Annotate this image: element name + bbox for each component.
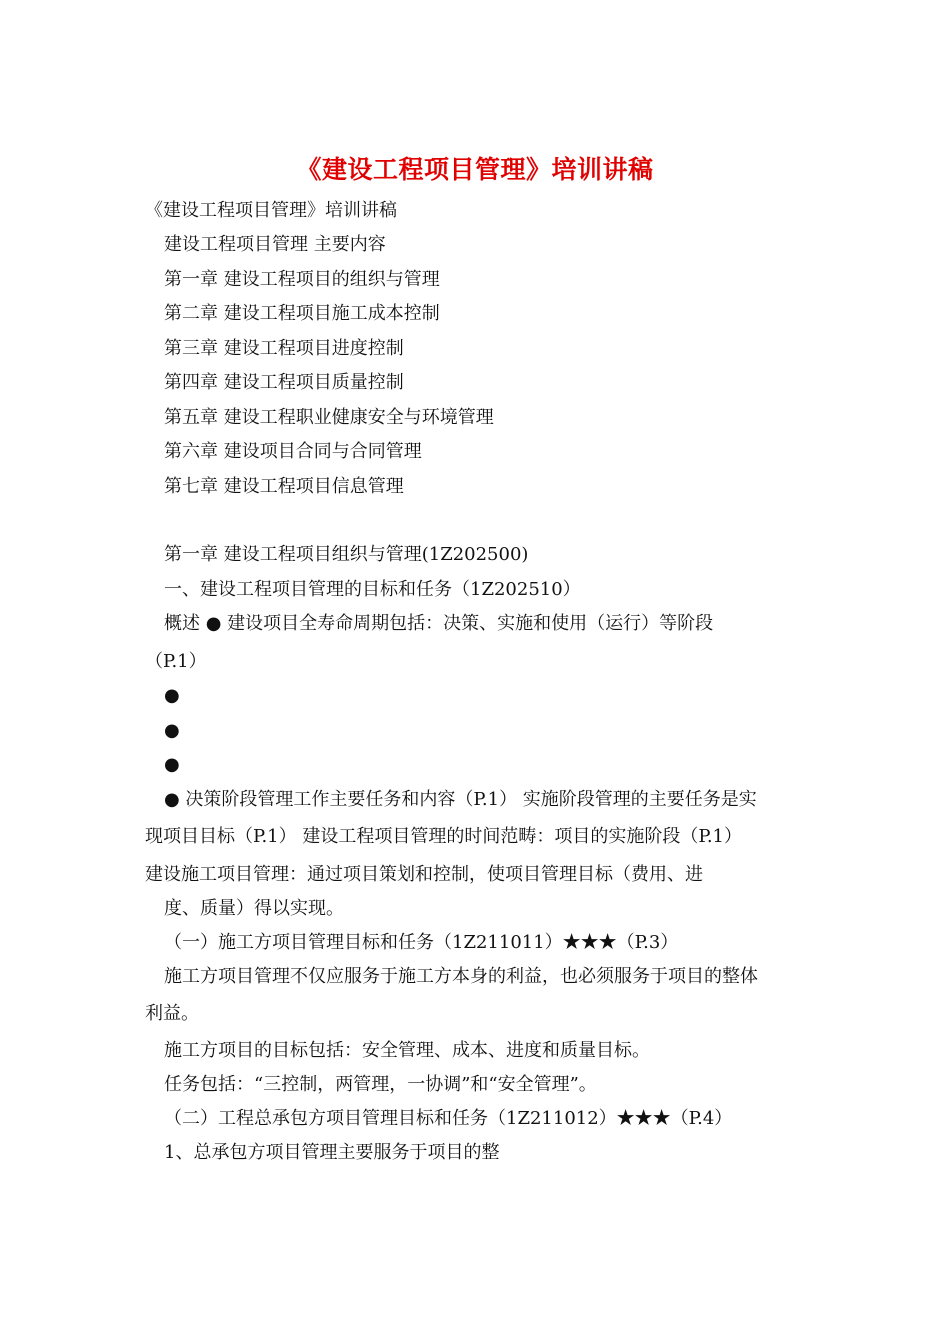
- paragraph-line: 度、质量）得以实现。: [164, 898, 344, 919]
- paragraph-line: 施工方项目管理不仅应服务于施工方本身的利益，也必须服务于项目的整体: [164, 966, 758, 987]
- subsection-heading: （二）工程总承包方项目管理目标和任务（1Z211012）★★★（P.4）: [164, 1108, 733, 1129]
- subsection-heading: （一）施工方项目管理目标和任务（1Z211011）★★★（P.3）: [164, 932, 679, 953]
- paragraph-line: 任务包括：“三控制，两管理，一协调”和“安全管理”。: [164, 1074, 597, 1095]
- overview-line: 概述 ● 建设项目全寿命周期包括：决策、实施和使用（运行）等阶段: [164, 613, 714, 634]
- subtitle: 《建设工程项目管理》培训讲稿: [145, 200, 397, 221]
- toc-item: 第六章 建设项目合同与合同管理: [164, 441, 422, 462]
- chapter-heading: 第一章 建设工程项目组织与管理(1Z202500): [164, 544, 529, 565]
- paragraph-line: 现项目目标（P.1） 建设工程项目管理的时间范畴：项目的实施阶段（P.1）: [145, 826, 742, 847]
- paragraph-line: 施工方项目的目标包括：安全管理、成本、进度和质量目标。: [164, 1040, 650, 1061]
- toc-item: 第七章 建设工程项目信息管理: [164, 476, 404, 497]
- paragraph-line: 1、总承包方项目管理主要服务于项目的整: [164, 1142, 500, 1163]
- paragraph-line: 利益。: [145, 1003, 199, 1024]
- toc-item: 第四章 建设工程项目质量控制: [164, 372, 404, 393]
- toc-heading: 建设工程项目管理 主要内容: [164, 234, 386, 255]
- toc-item: 第一章 建设工程项目的组织与管理: [164, 269, 440, 290]
- document-title: 《建设工程项目管理》培训讲稿: [296, 155, 654, 184]
- toc-item: 第三章 建设工程项目进度控制: [164, 338, 404, 359]
- overview-line: （P.1）: [145, 651, 207, 672]
- toc-item: 第二章 建设工程项目施工成本控制: [164, 303, 440, 324]
- section-heading: 一、建设工程项目管理的目标和任务（1Z202510）: [164, 579, 581, 600]
- bullet-icon: ●: [164, 720, 180, 741]
- paragraph-line: ● 决策阶段管理工作主要任务和内容（P.1） 实施阶段管理的主要任务是实: [164, 789, 757, 810]
- bullet-icon: ●: [164, 685, 180, 706]
- paragraph-line: 建设施工项目管理：通过项目策划和控制，使项目管理目标（费用、进: [145, 864, 703, 885]
- bullet-icon: ●: [164, 754, 180, 775]
- toc-item: 第五章 建设工程职业健康安全与环境管理: [164, 407, 494, 428]
